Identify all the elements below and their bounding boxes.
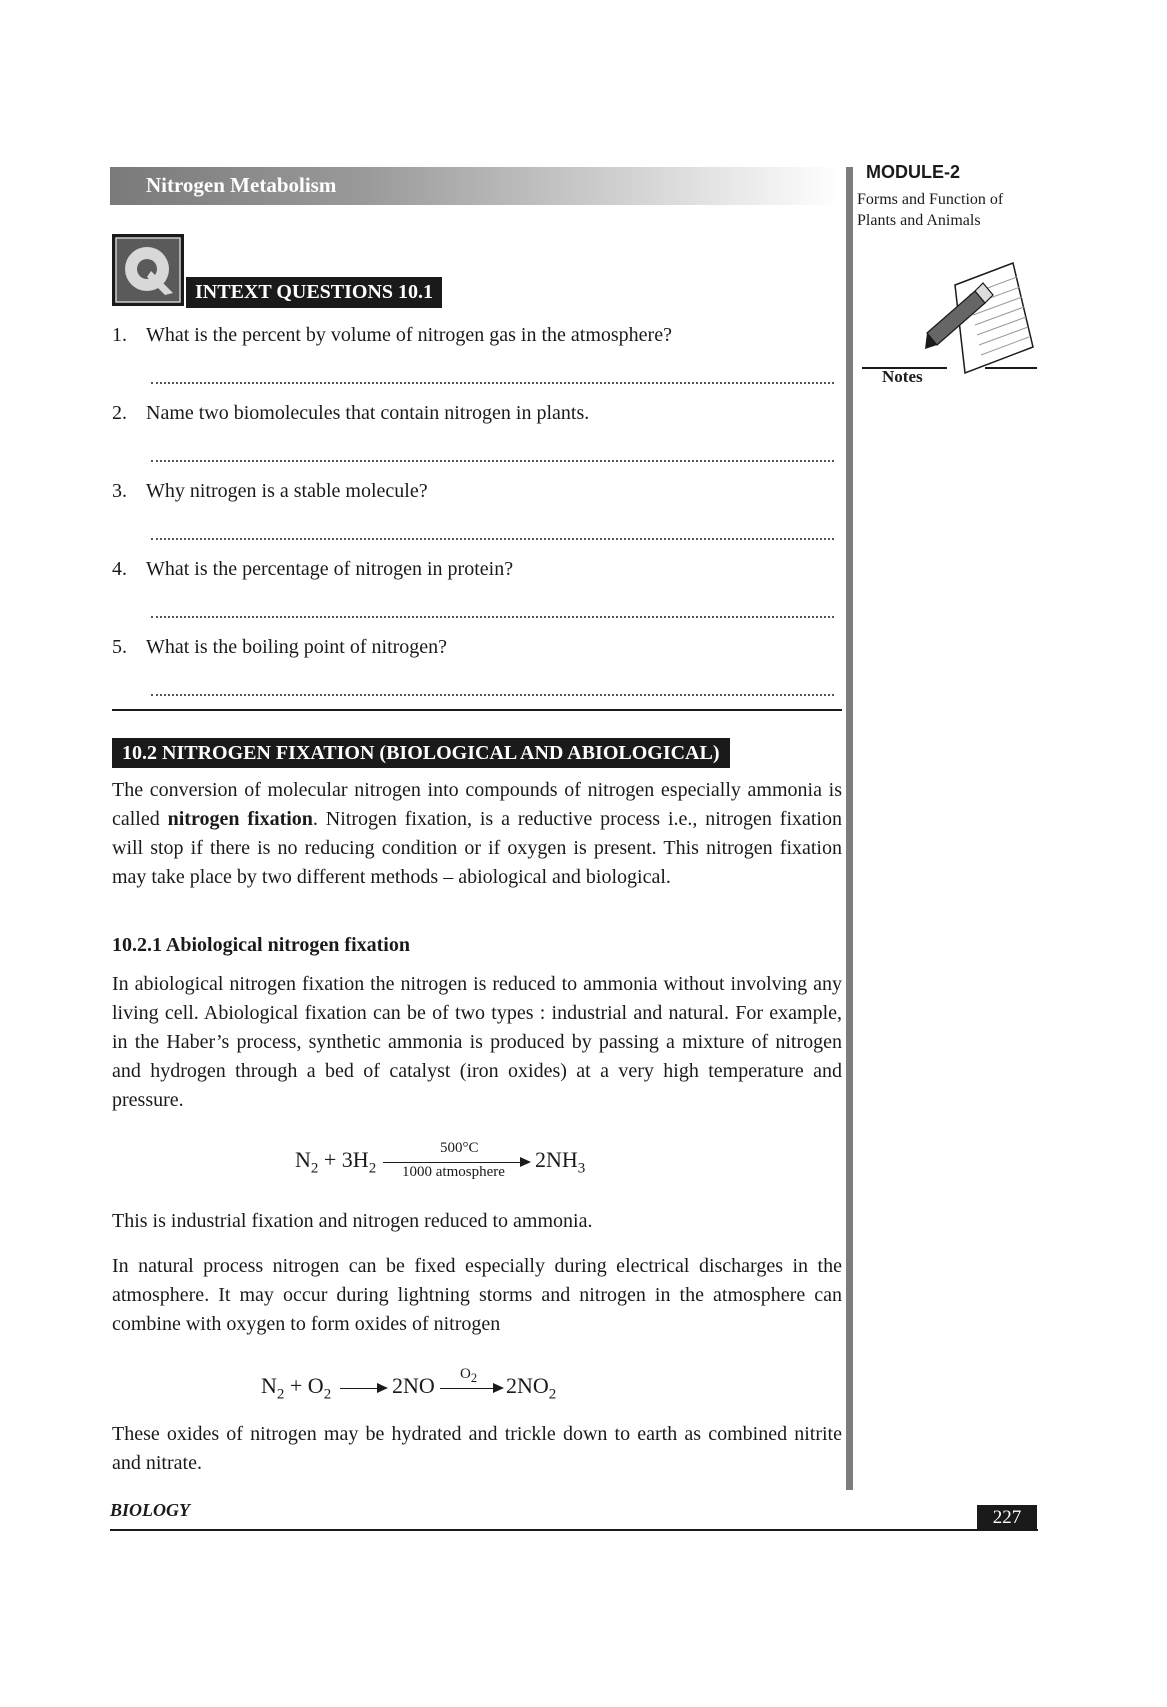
- eq1-reactants: $N_2 + 3H_2$: [295, 1147, 377, 1177]
- eq2-condition-top: $O_2$: [460, 1366, 478, 1385]
- eq1-condition-bottom: 1000 atmosphere: [402, 1164, 505, 1180]
- module-subtitle-line-1: Forms and Function of: [857, 191, 1004, 208]
- notes-label: Notes: [882, 367, 923, 386]
- eq1-arrow-line: [383, 1162, 521, 1163]
- answer-line-5[interactable]: [151, 694, 834, 696]
- key-term: nitrogen fixation: [167, 808, 313, 830]
- questions-end-rule: [112, 709, 842, 711]
- chapter-title: Nitrogen Metabolism: [146, 173, 337, 197]
- abiological-paragraph: In abiological nitrogen fixation the nitrogen is reduced to ammonia without involving any living cell. Abiological fixation can be of two types : industrial and natural. For example, in the Haber’s process, synthetic ammonia is produced by passing a mixture of nitrogen and hydrogen through a bed of catalyst (iron oxides) at a very high temperature and pressure.: [112, 973, 842, 1111]
- eq2-arrow-2-line: [440, 1388, 494, 1389]
- module-subtitle-line-2: Plants and Animals: [857, 212, 981, 229]
- natural-paragraph: In natural process nitrogen can be fixed especially during electrical discharges in the atmosphere. It may occur during lightning storms and nitrogen in the atmosphere can combine with oxygen to form oxides of nitrogen: [112, 1255, 842, 1335]
- answer-line-4[interactable]: [151, 616, 834, 618]
- notes-rule-right: [985, 367, 1037, 369]
- question-2: 2. Name two biomolecules that contain nitrogen in plants.: [112, 402, 590, 424]
- answer-line-1[interactable]: [151, 382, 834, 384]
- pencil-paper-icon: [925, 255, 1035, 385]
- footer-rule: [110, 1529, 1038, 1531]
- eq1-arrow-head: [520, 1157, 531, 1167]
- oxides-paragraph: These oxides of nitrogen may be hydrated and trickle down to earth as combined nitrite and nitrate.: [112, 1423, 842, 1474]
- intro-paragraph: The conversion of molecular nitrogen into compounds of nitrogen especially ammonia is called nitrogen fixation. Nitrogen fixation, is a reductive process i.e., nitrogen fixation will stop if there is no reducing condition or if oxygen is present. This nitrogen fixation may take place by two different methods – abiological and biological.: [112, 779, 842, 888]
- module-subtitle: [857, 189, 1037, 231]
- eq1-product: $2NH_3$: [535, 1147, 586, 1177]
- intext-questions-title: INTEXT QUESTIONS 10.1: [186, 277, 442, 308]
- eq2-product: $2NO_2$: [506, 1373, 557, 1403]
- question-1: 1. What is the percent by volume of nitrogen gas in the atmosphere?: [112, 324, 672, 346]
- eq2-arrow-2-head: [493, 1383, 504, 1393]
- module-label: MODULE-2: [866, 162, 960, 182]
- section-heading: 10.2 NITROGEN FIXATION (BIOLOGICAL AND ABIOLOGICAL): [112, 738, 730, 768]
- industrial-paragraph: This is industrial fixation and nitrogen reduced to ammonia.: [112, 1210, 593, 1232]
- margin-divider: [846, 167, 853, 1490]
- question-4: 4. What is the percentage of nitrogen in protein?: [112, 558, 514, 580]
- question-5: 5. What is the boiling point of nitrogen?: [112, 636, 448, 658]
- eq2-arrow-1-head: [377, 1383, 388, 1393]
- eq1-condition-top: 500°C: [440, 1140, 479, 1156]
- answer-line-2[interactable]: [151, 460, 834, 462]
- chapter-header-bar: [110, 167, 840, 205]
- question-3: 3. Why nitrogen is a stable molecule?: [112, 480, 428, 502]
- subsection-heading: 10.2.1 Abiological nitrogen fixation: [112, 934, 410, 956]
- page-number: 227: [977, 1505, 1037, 1530]
- question-q-icon: [111, 233, 185, 307]
- answer-line-3[interactable]: [151, 538, 834, 540]
- footer-subject: BIOLOGY: [110, 1500, 190, 1520]
- eq2-reactants: $N_2 + O_2$: [261, 1373, 332, 1403]
- eq2-arrow-1-line: [340, 1388, 378, 1389]
- eq2-intermediate: 2NO: [392, 1373, 435, 1398]
